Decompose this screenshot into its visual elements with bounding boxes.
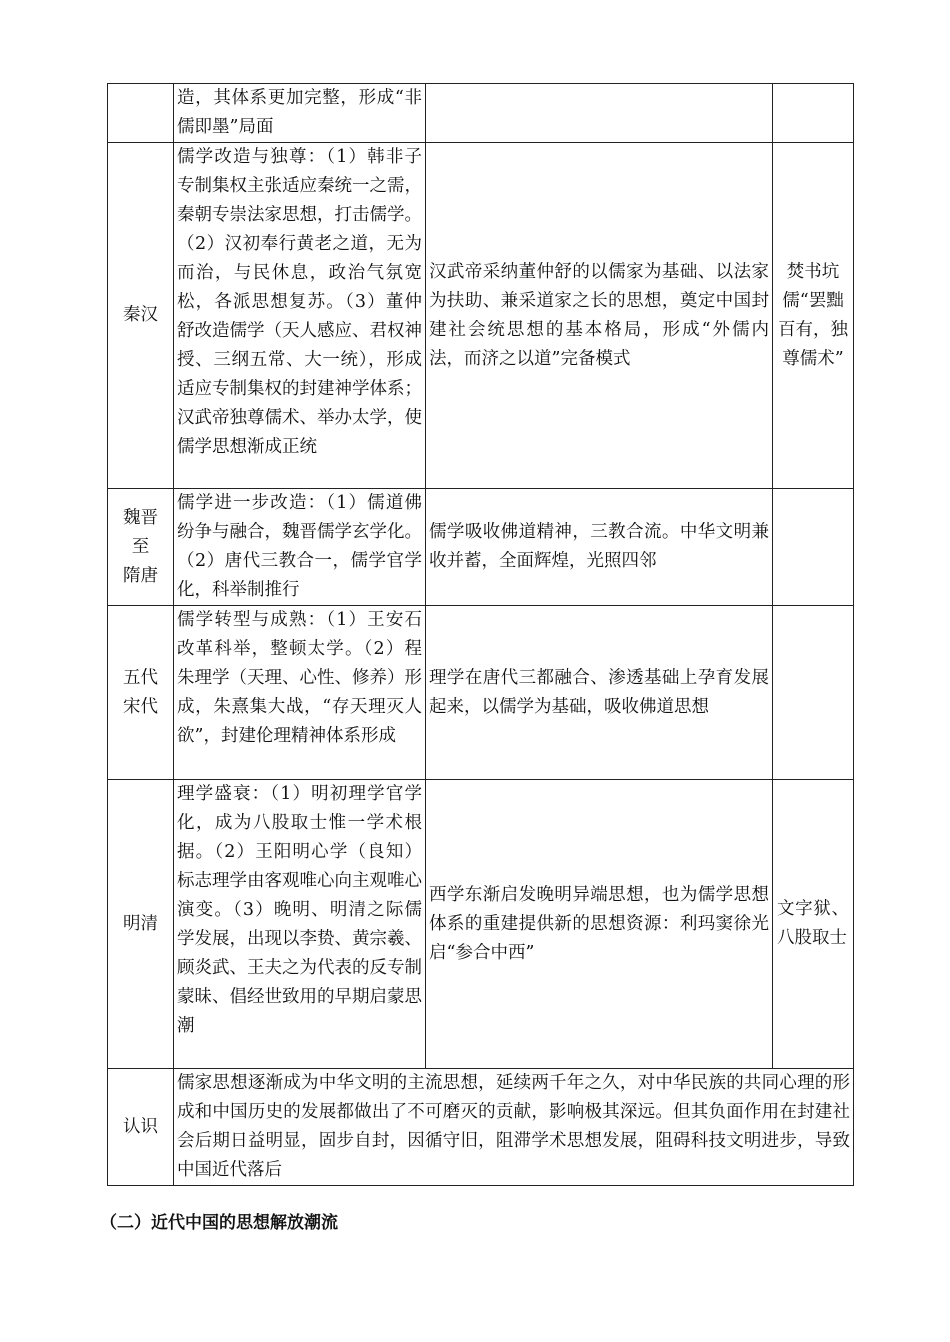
significance-cell: 西学东渐启发晚明异端思想，也为儒学思想体系的重建提供新的思想资源：利玛窦徐光启“参合中西” [426, 780, 773, 1069]
summary-content: 儒家思想逐渐成为中华文明的主流思想，延续两千年之久，对中华民族的共同心理的形成和中国历史的发展都做出了不可磨灭的贡献，影响极其深远。但其负面作用在封建社会后期日益明显，固步自封，因循守旧，阻滞学术思想发展，阻碍科技文明进步，导致中国近代落后 [174, 1069, 854, 1186]
table-row [108, 780, 854, 1069]
history-table [107, 83, 854, 1186]
content-cell: 儒学转型与成熟：（1）王安石改革科举，整顿太学。（2）程朱理学（天理、心性、修养）形成，朱熹集大战，“存天理灭人欲”，封建伦理精神体系形成 [174, 606, 426, 780]
content-cell: 理学盛衰：（1）明初理学官学化，成为八股取士惟一学术根据。（2）王阳明心学（良知）标志理学由客观唯心向主观唯心演变。（3）晚明、明清之际儒学发展，出现以李贽、黄宗羲、顾炎武、王夫之为代表的反专制蒙昧、倡经世致用的早期启蒙思潮 [174, 780, 426, 1069]
period-cell [108, 84, 174, 143]
content-cell: 儒学进一步改造：（1）儒道佛纷争与融合，魏晋儒学玄学化。（2）唐代三教合一，儒学官学化，科举制推行 [174, 489, 426, 606]
period-cell: 魏晋 至 隋唐 [108, 489, 174, 606]
mark-cell [773, 489, 854, 606]
summary-row [108, 1069, 854, 1186]
content-cell: 儒学改造与独尊：（1）韩非子专制集权主张适应秦统一之需，秦朝专崇法家思想，打击儒学。（2）汉初奉行黄老之道，无为而治，与民休息，政治气氛宽松，各派思想复苏。（3）董仲舒改造儒学（天人感应、君权神授、三纲五常、大一统），形成适应专制集权的封建神学体系；汉武帝独尊儒术、举办太学，使儒学思想渐成正统 [174, 143, 426, 489]
mark-cell [773, 84, 854, 143]
section-heading: （二）近代中国的思想解放潮流 [100, 1213, 338, 1233]
significance-cell [426, 84, 773, 143]
period-cell: 明清 [108, 780, 174, 1069]
significance-cell: 理学在唐代三都融合、渗透基础上孕育发展起来，以儒学为基础，吸收佛道思想 [426, 606, 773, 780]
summary-label: 认识 [108, 1069, 174, 1186]
mark-cell: 焚书坑儒“罢黜百有，独尊儒术” [773, 143, 854, 489]
mark-cell [773, 606, 854, 780]
period-cell: 五代 宋代 [108, 606, 174, 780]
mark-cell: 文字狱、八股取士 [773, 780, 854, 1069]
table-row [108, 84, 854, 143]
significance-cell: 汉武帝采纳董仲舒的以儒家为基础、以法家为扶助、兼采道家之长的思想，奠定中国封建社会统思想的基本格局，形成“外儒内法，而济之以道”完备模式 [426, 143, 773, 489]
period-cell: 秦汉 [108, 143, 174, 489]
table-row [108, 606, 854, 780]
content-cell: 造，其体系更加完整，形成“非儒即墨”局面 [174, 84, 426, 143]
table-row [108, 489, 854, 606]
table-row [108, 143, 854, 489]
significance-cell: 儒学吸收佛道精神，三教合流。中华文明兼收并蓄，全面辉煌，光照四邻 [426, 489, 773, 606]
